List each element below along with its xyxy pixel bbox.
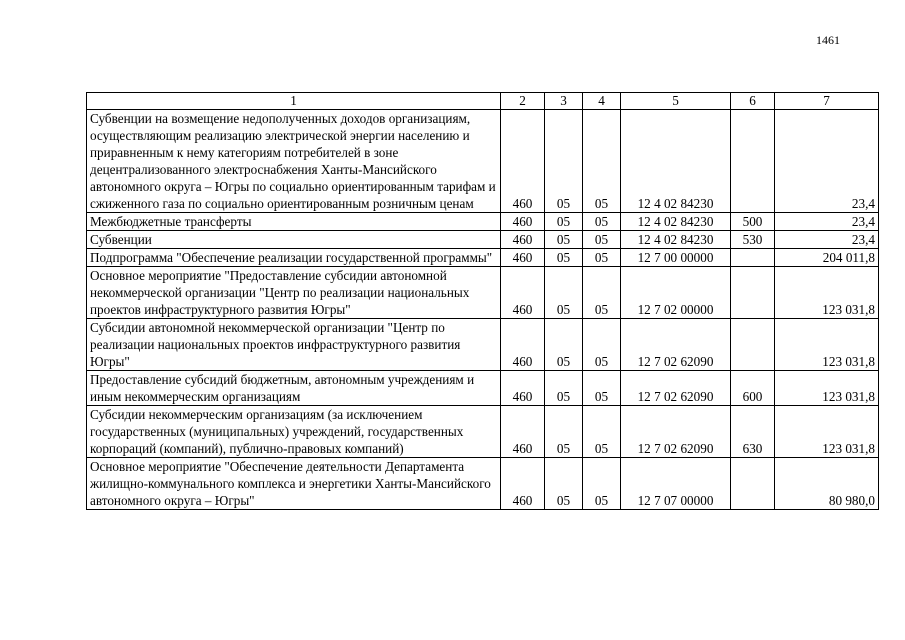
row-amount: 123 031,8 (775, 267, 879, 319)
table-row (87, 371, 879, 406)
row-code-2: 460 (501, 249, 545, 267)
header-row (87, 93, 879, 110)
row-code-6 (731, 110, 775, 213)
row-amount: 23,4 (775, 110, 879, 213)
row-code-6 (731, 267, 775, 319)
row-code-2: 460 (501, 110, 545, 213)
row-code-5: 12 4 02 84230 (621, 213, 731, 231)
row-code-3: 05 (545, 110, 583, 213)
row-code-4: 05 (583, 406, 621, 458)
row-code-2: 460 (501, 406, 545, 458)
row-code-2: 460 (501, 371, 545, 406)
row-code-2: 460 (501, 267, 545, 319)
row-code-5: 12 4 02 84230 (621, 231, 731, 249)
row-code-5: 12 7 02 00000 (621, 267, 731, 319)
row-code-3: 05 (545, 458, 583, 510)
table-row (87, 249, 879, 267)
row-code-6: 600 (731, 371, 775, 406)
header-cell: 3 (545, 93, 583, 110)
row-code-2: 460 (501, 458, 545, 510)
row-code-6 (731, 458, 775, 510)
row-name: Основное мероприятие "Предоставление субсидии автономной некоммерческой организации "Центр по реализации национальных проектов инфраструктурного развития Югры" (87, 267, 501, 319)
row-code-3: 05 (545, 231, 583, 249)
row-code-5: 12 7 00 00000 (621, 249, 731, 267)
row-amount: 80 980,0 (775, 458, 879, 510)
header-cell: 1 (87, 93, 501, 110)
table-row (87, 458, 879, 510)
table-row (87, 267, 879, 319)
header-cell: 5 (621, 93, 731, 110)
row-code-6: 630 (731, 406, 775, 458)
row-amount: 123 031,8 (775, 319, 879, 371)
page-number: 1461 (816, 33, 840, 47)
row-code-3: 05 (545, 406, 583, 458)
row-code-4: 05 (583, 319, 621, 371)
row-code-6: 500 (731, 213, 775, 231)
row-code-2: 460 (501, 213, 545, 231)
table-row (87, 231, 879, 249)
row-name: Основное мероприятие "Обеспечение деятельности Департамента жилищно-коммунального комплекса и энергетики Ханты-Мансийского автономного округа – Югры" (87, 458, 501, 510)
row-amount: 23,4 (775, 213, 879, 231)
row-code-3: 05 (545, 371, 583, 406)
row-amount: 204 011,8 (775, 249, 879, 267)
row-amount: 123 031,8 (775, 406, 879, 458)
row-code-4: 05 (583, 231, 621, 249)
budget-table (86, 92, 879, 510)
row-code-4: 05 (583, 458, 621, 510)
header-cell: 2 (501, 93, 545, 110)
row-name: Субсидии некоммерческим организациям (за исключением государственных (муниципальных) учреждений, государственных корпораций (компаний), публично-правовых компаний) (87, 406, 501, 458)
row-code-2: 460 (501, 319, 545, 371)
header-cell: 6 (731, 93, 775, 110)
table-row (87, 110, 879, 213)
row-code-5: 12 7 02 62090 (621, 319, 731, 371)
row-name: Субвенции (87, 231, 501, 249)
row-code-5: 12 4 02 84230 (621, 110, 731, 213)
row-code-4: 05 (583, 371, 621, 406)
header-cell: 7 (775, 93, 879, 110)
row-name: Субвенции на возмещение недополученных доходов организациям, осуществляющим реализацию электрической энергии населению и приравненным к нему категориям потребителей в зоне децентрализованного электроснабжения Ханты-Мансийского автономного округа – Югры по социально ориентированным тарифам и сжиженного газа по социально ориентированным розничным ценам (87, 110, 501, 213)
row-code-2: 460 (501, 231, 545, 249)
row-code-5: 12 7 07 00000 (621, 458, 731, 510)
row-code-4: 05 (583, 267, 621, 319)
row-code-4: 05 (583, 213, 621, 231)
table-row (87, 213, 879, 231)
row-name: Подпрограмма "Обеспечение реализации государственной программы" (87, 249, 501, 267)
table-row (87, 319, 879, 371)
row-code-4: 05 (583, 249, 621, 267)
row-code-3: 05 (545, 267, 583, 319)
row-amount: 23,4 (775, 231, 879, 249)
row-code-6 (731, 319, 775, 371)
row-name: Предоставление субсидий бюджетным, автономным учреждениям и иным некоммерческим организациям (87, 371, 501, 406)
row-code-6: 530 (731, 231, 775, 249)
row-code-3: 05 (545, 213, 583, 231)
row-name: Субсидии автономной некоммерческой организации "Центр по реализации национальных проектов инфраструктурного развития Югры" (87, 319, 501, 371)
row-code-5: 12 7 02 62090 (621, 406, 731, 458)
row-code-3: 05 (545, 319, 583, 371)
row-code-4: 05 (583, 110, 621, 213)
row-name: Межбюджетные трансферты (87, 213, 501, 231)
row-code-6 (731, 249, 775, 267)
row-code-5: 12 7 02 62090 (621, 371, 731, 406)
table-row (87, 406, 879, 458)
row-code-3: 05 (545, 249, 583, 267)
header-cell: 4 (583, 93, 621, 110)
row-amount: 123 031,8 (775, 371, 879, 406)
